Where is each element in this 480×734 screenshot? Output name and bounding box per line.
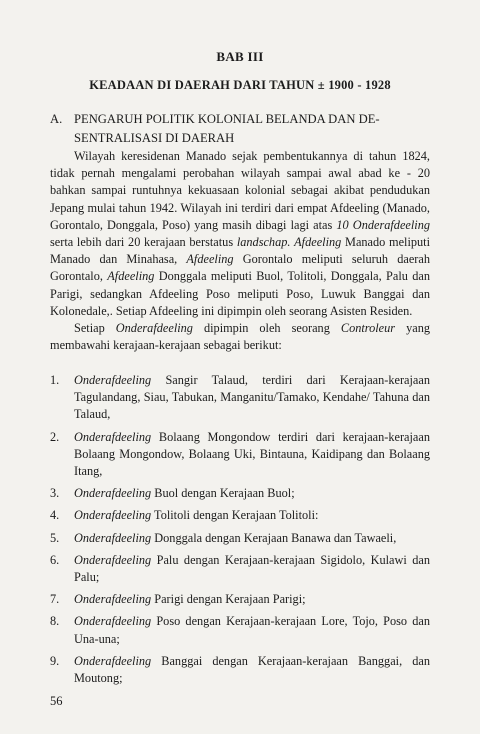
list-item-text: Bolaang Mongondow terdiri dari kerajaan-kerajaan Bolaang Mongondow, Bolaang Uki, Bintauna, Kaidipang dan Bolaang Itang, [74, 429, 430, 479]
paragraph-2-part-2: dipimpin oleh seorang [192, 321, 341, 336]
section-letter: A. [50, 112, 63, 126]
list-item-number: 7. [50, 592, 60, 607]
paragraph-1-part-5: Gorontalo meliputi seluruh daerah Gorontalo, [50, 252, 431, 284]
list-item-term: Onderafdeeling [74, 552, 152, 567]
list-item [50, 552, 430, 586]
list-item-term: Onderafdeeling [74, 373, 152, 387]
list-item-term: Onderafdeeling [74, 486, 152, 501]
list-item [50, 530, 430, 547]
paragraph-1-part-1: Wilayah keresidenan Manado sejak pembentukannya di tahun 1824, tidak pernah mengalami perobahan wilayah sampai awal abad ke - 20 bahkan sampai runtuhnya kekuasaan kolonial sebagai akibat pendudukan Jepang mulai tahun 1942. Wilayah ini terdiri dari empat Afdeeling (Manado, Gorontalo, Donggala, Poso) yang masih dibagi lagi atas [50, 149, 430, 232]
section-heading-line-1: PENGARUH POLITIK KOLONIAL BELANDA DAN DE- [74, 112, 380, 126]
list-item-text: Poso dengan Kerajaan-kerajaan Lore, Tojo, Poso dan Una-una; [74, 614, 430, 646]
onderafdeeling-list [50, 372, 430, 692]
list-item-term: Onderafdeeling [74, 653, 152, 668]
list-item [50, 507, 430, 524]
page-number: 56 [50, 694, 63, 708]
list-item-number: 9. [50, 653, 60, 668]
chapter-number: BAB III [216, 49, 264, 64]
list-item [50, 485, 430, 502]
list-item-term: Onderafdeeling [74, 429, 152, 444]
paragraph-1-italic-3: Afdeeling [294, 235, 342, 250]
list-item-number: 1. [50, 373, 60, 387]
list-item-term: Onderafdeeling [74, 508, 152, 523]
paragraph-1-italic-1: 10 Onderafdeeling [336, 217, 430, 232]
list-item-text: Banggai dengan Kerajaan-kerajaan Banggai, dan Moutong; [74, 653, 430, 686]
list-item-text: Sangir Talaud, terdiri dari Kerajaan-kerajaan Tagulandang, Siau, Tabukan, Manganitu/Tamako, Kendahe/ Tahuna dan Talaud, [74, 373, 430, 422]
paragraph-2-italic-2: Controleur [340, 321, 396, 336]
list-item [50, 591, 430, 608]
section-heading [50, 110, 430, 148]
paragraph-1-part-4: Manado meliputi Manado dan Minahasa, [50, 235, 430, 267]
list-item-number: 6. [50, 552, 60, 567]
list-item-term: Onderafdeeling [74, 592, 152, 607]
paragraph-2-part-1: Setiap [74, 321, 116, 336]
body-text [50, 148, 430, 354]
list-item-text: Buol dengan Kerajaan Buol; [151, 486, 295, 501]
list-item-term: Onderafdeeling [74, 614, 152, 629]
paragraph-2-part-3: yang membawahi kerajaan-kerajaan sebagai berikut: [50, 321, 431, 353]
list-item-number: 5. [50, 530, 60, 545]
list-item [50, 372, 430, 424]
paragraph-2 [50, 320, 430, 354]
list-item-text: Parigi dengan Kerajaan Parigi; [151, 592, 306, 607]
list-item [50, 613, 430, 647]
list-item-term: Onderafdeeling [74, 530, 152, 545]
paragraph-1-part-2: serta lebih dari 20 kerajaan berstatus [50, 235, 237, 250]
paragraph-1 [50, 148, 430, 320]
list-item-text: Palu dengan Kerajaan-kerajaan Sigidolo, Kulawi dan Palu; [74, 552, 430, 585]
list-item-number: 2. [50, 429, 60, 444]
paragraph-2-italic-1: Onderafdeeling [115, 321, 193, 336]
paragraph-1-italic-2: landschap. [236, 235, 291, 250]
list-item-number: 8. [50, 614, 60, 629]
list-item-text: Tolitoli dengan Kerajaan Tolitoli: [151, 508, 319, 523]
paragraph-1-italic-4: Afdeeling [186, 252, 234, 267]
list-item-number: 4. [50, 508, 60, 523]
paragraph-1-part-6: Donggala meliputi Buol, Tolitoli, Donggala, Palu dan Parigi, sedangkan Afdeeling Poso meliputi Poso, Luwuk Banggai dan Kolonedale,. Setiap Afdeeling ini dipimpin oleh seorang Asisten Residen. [50, 269, 430, 318]
section-heading-line-2: SENTRALISASI DI DAERAH [74, 131, 235, 145]
list-item-text: Donggala dengan Kerajaan Banawa dan Tawaeli, [151, 530, 397, 545]
chapter-title: KEADAAN DI DAERAH DARI TAHUN ± 1900 - 1928 [89, 78, 391, 92]
paragraph-1-italic-5: Afdeeling [107, 269, 155, 284]
list-item-number: 3. [50, 486, 60, 501]
list-item [50, 429, 430, 481]
list-item [50, 653, 430, 687]
